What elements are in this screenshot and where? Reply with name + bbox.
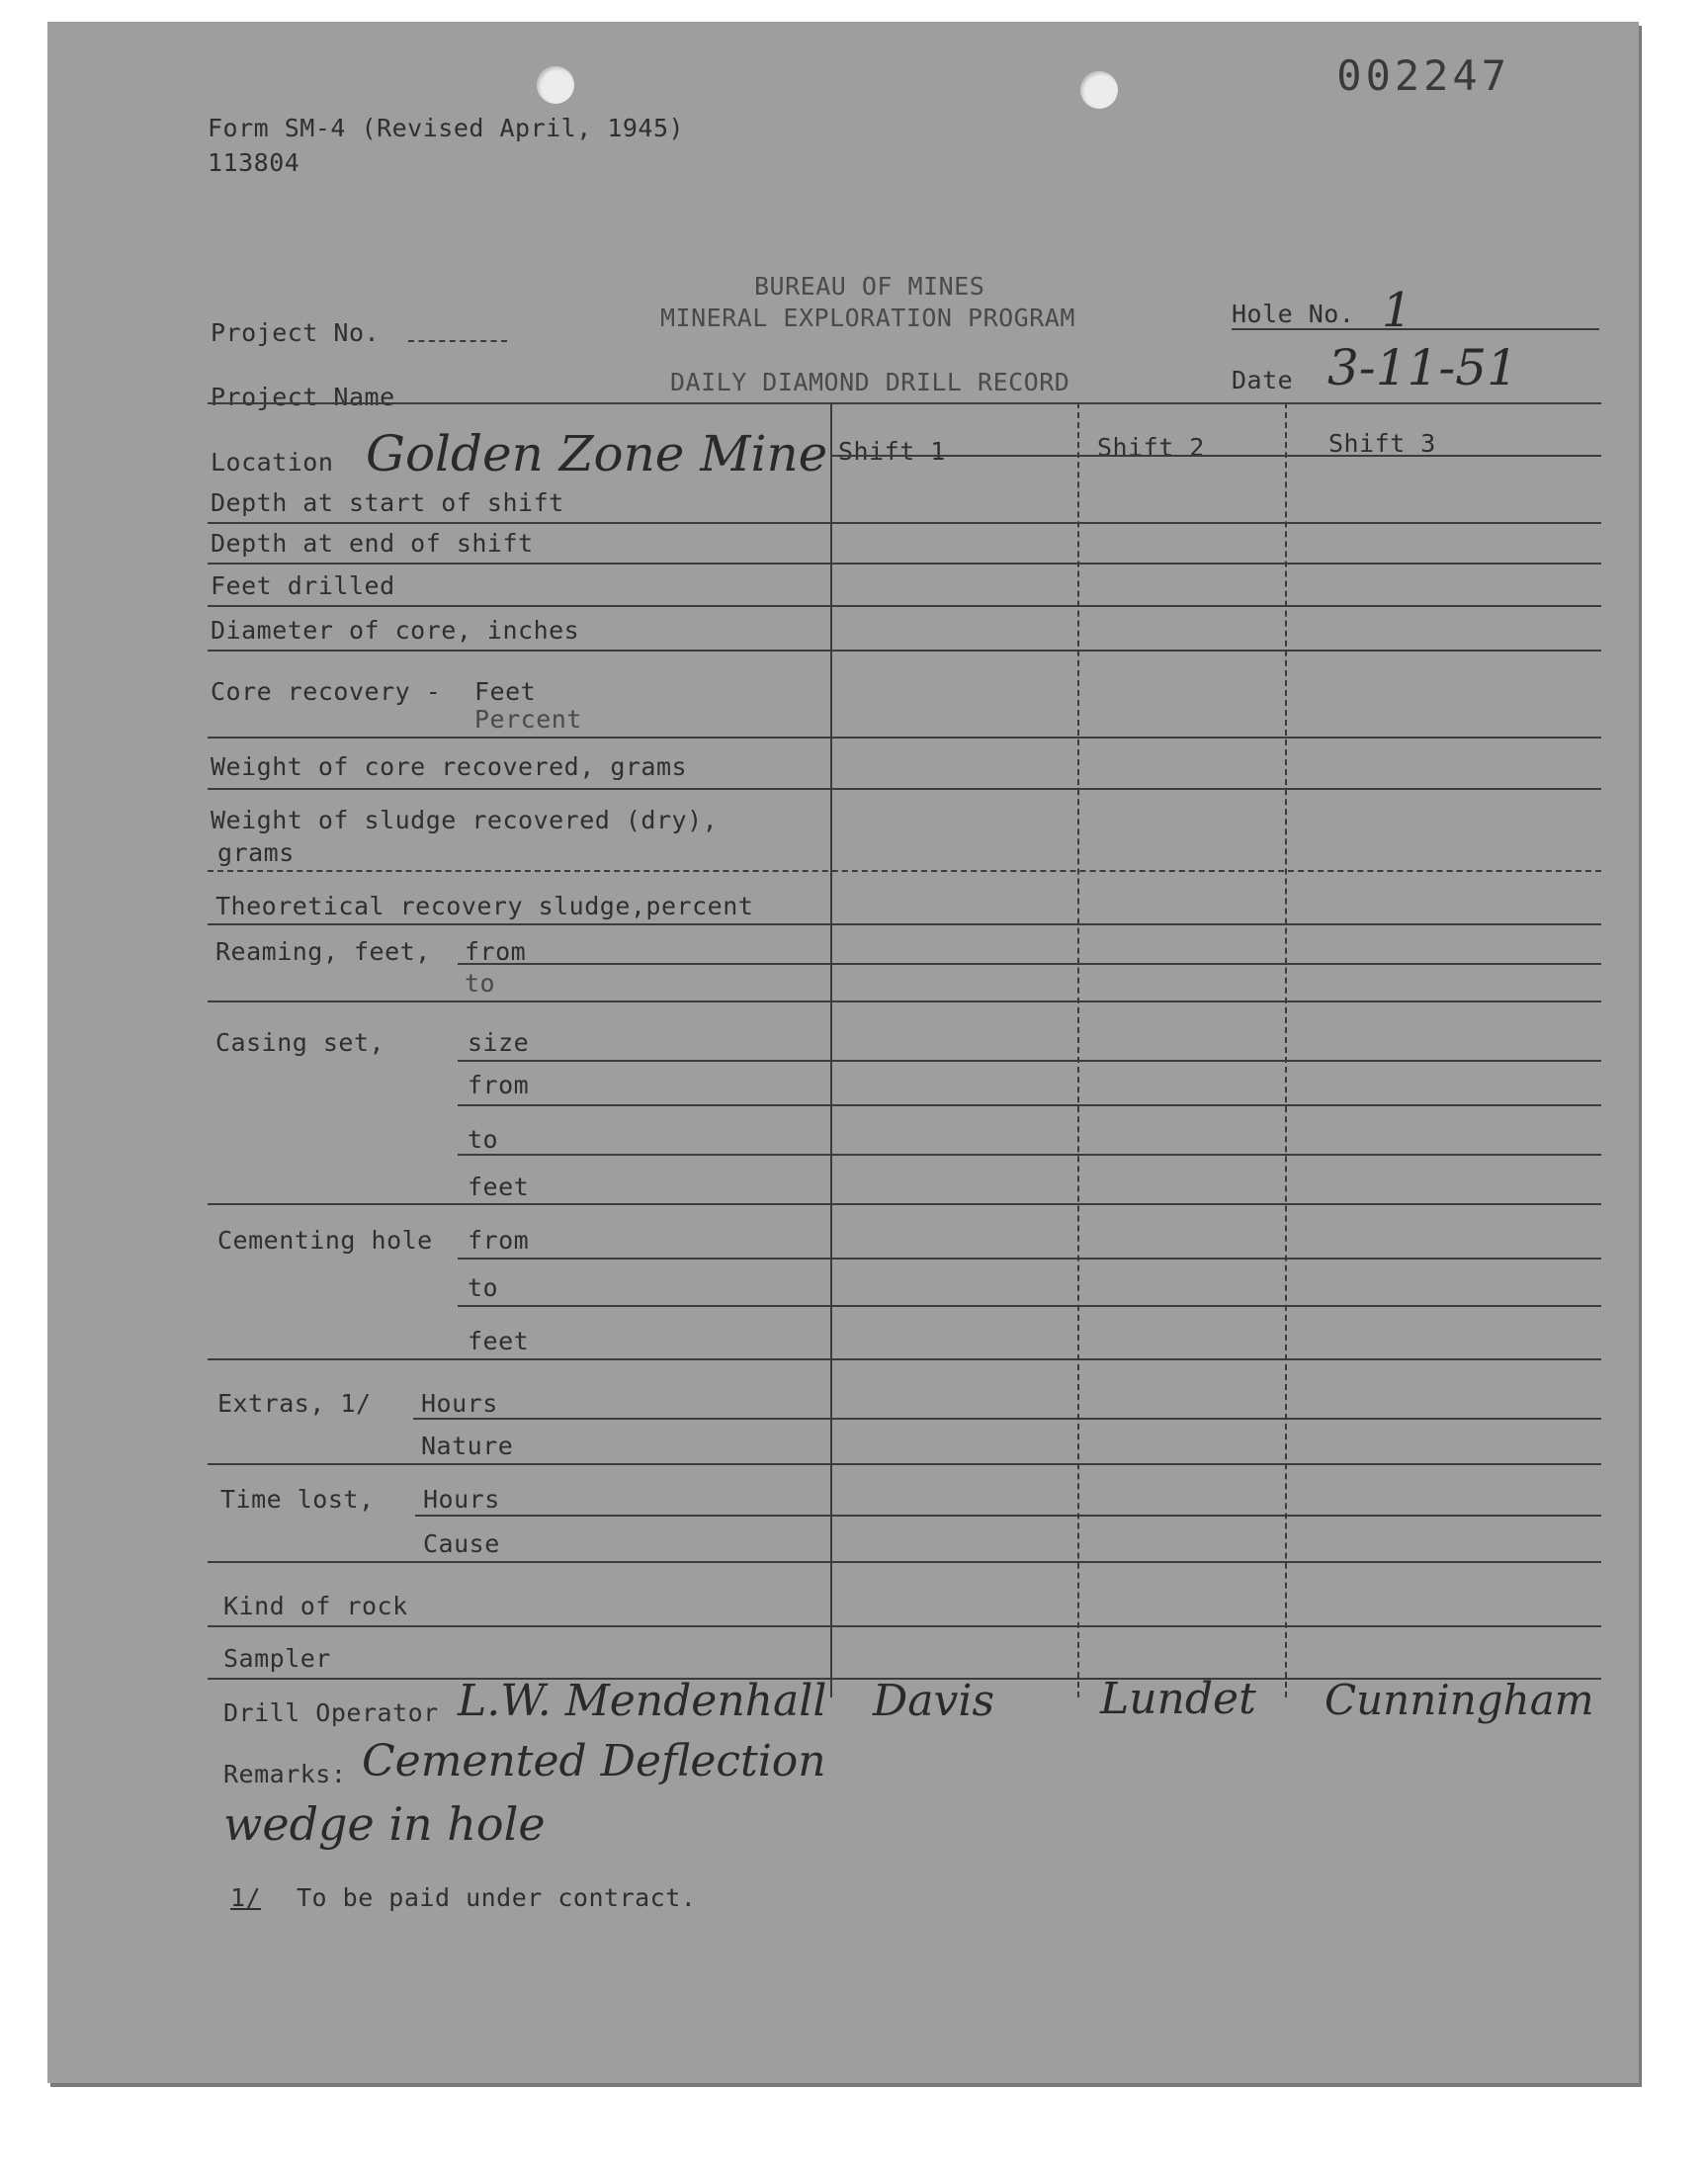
casing-size-label: size: [468, 1028, 530, 1057]
row-rule-cementing-from: [458, 1258, 1601, 1260]
casing-from-label: from: [468, 1071, 530, 1099]
weight-sludge-label: Weight of sludge recovered (dry),: [211, 806, 719, 834]
project-name-label: Project Name: [211, 383, 395, 411]
casing-to-label: to: [468, 1125, 499, 1154]
location-value: Golden Zone Mine: [366, 425, 828, 482]
row-rule-reaming: [208, 1000, 1601, 1002]
project-name-line: [208, 402, 1601, 404]
extras-label: Extras, 1/: [217, 1389, 372, 1418]
time-lost-label: Time lost,: [220, 1485, 375, 1514]
remarks-label: Remarks:: [223, 1760, 347, 1788]
punch-hole-left: [537, 66, 574, 104]
row-rule-diameter: [208, 650, 1601, 652]
shift-1-header: Shift 1: [838, 437, 946, 466]
row-rule-extras-hours: [413, 1418, 1601, 1420]
footnote-text: To be paid under contract.: [297, 1883, 697, 1912]
hole-no-value: 1: [1382, 283, 1412, 338]
row-rule-theoretical: [208, 923, 1601, 925]
form-id: Form SM-4 (Revised April, 1945): [208, 114, 685, 142]
date-value: 3-11-51: [1327, 339, 1518, 396]
location-label: Location: [211, 448, 334, 477]
weight-core-label: Weight of core recovered, grams: [211, 752, 688, 781]
form-serial: 113804: [208, 148, 300, 177]
row-rule-time-lost: [208, 1561, 1601, 1563]
row-rule-casing-size: [458, 1060, 1601, 1062]
document-number: 002247: [1336, 51, 1510, 100]
row-rule-casing: [208, 1203, 1601, 1205]
form-sheet: [47, 22, 1639, 2083]
row-rule-weight-sludge: [208, 870, 1601, 872]
weight-sludge-label-cont: grams: [217, 838, 295, 867]
reaming-to-label: to: [465, 969, 496, 998]
row-rule-kind-of-rock: [208, 1625, 1601, 1627]
feet-drilled-label: Feet drilled: [211, 571, 395, 600]
row-rule-core-recovery: [208, 737, 1601, 739]
row-rule-extras: [208, 1463, 1601, 1465]
cementing-feet-label: feet: [468, 1327, 530, 1355]
depth-start-label: Depth at start of shift: [211, 488, 564, 517]
shift-2-header: Shift 2: [1097, 433, 1205, 462]
extras-hours-label: Hours: [421, 1389, 498, 1418]
agency-heading: BUREAU OF MINES: [754, 272, 985, 301]
header-rule: [830, 455, 1601, 457]
row-rule-casing-from: [458, 1104, 1601, 1106]
row-rule-casing-to: [458, 1154, 1601, 1156]
drill-operator-lead: L.W. Mendenhall: [458, 1676, 827, 1726]
core-recovery-percent-label: Percent: [474, 705, 582, 734]
hole-no-label: Hole No.: [1232, 300, 1355, 328]
core-recovery-label: Core recovery -: [211, 677, 442, 706]
drill-operator-shift-3: Cunningham: [1324, 1676, 1594, 1724]
remarks-line-2: wedge in hole: [223, 1797, 546, 1851]
punch-hole-right: [1080, 71, 1118, 109]
row-rule-depth-end: [208, 563, 1601, 565]
date-label: Date: [1232, 366, 1294, 394]
cementing-from-label: from: [468, 1226, 530, 1255]
drill-operator-shift-1: Davis: [873, 1676, 995, 1726]
drill-operator-shift-2: Lundet: [1100, 1674, 1256, 1724]
hole-no-field: [1232, 328, 1599, 330]
column-rule-2: [1077, 402, 1079, 1697]
casing-set-label: Casing set,: [215, 1028, 385, 1057]
program-heading: MINERAL EXPLORATION PROGRAM: [660, 304, 1075, 332]
time-lost-cause-label: Cause: [423, 1529, 500, 1558]
diameter-label: Diameter of core, inches: [211, 616, 580, 645]
row-rule-feet-drilled: [208, 605, 1601, 607]
row-rule-depth-start: [208, 522, 1601, 524]
footnote-mark: 1/: [230, 1883, 262, 1912]
row-rule-time-lost-hours: [415, 1515, 1601, 1517]
column-rule-3: [1285, 402, 1287, 1697]
project-no-label: Project No.: [211, 318, 381, 347]
record-title: DAILY DIAMOND DRILL RECORD: [670, 368, 1070, 396]
core-recovery-feet-label: Feet: [474, 677, 537, 706]
theoretical-recovery-label: Theoretical recovery sludge,percent: [215, 892, 754, 920]
kind-of-rock-label: Kind of rock: [223, 1592, 408, 1620]
row-rule-reaming-from: [458, 963, 1601, 965]
project-no-field: [408, 340, 507, 342]
cementing-to-label: to: [468, 1273, 499, 1302]
row-rule-weight-core: [208, 788, 1601, 790]
casing-feet-label: feet: [468, 1173, 530, 1201]
reaming-label: Reaming, feet,: [215, 937, 431, 966]
row-rule-cementing-to: [458, 1305, 1601, 1307]
time-lost-hours-label: Hours: [423, 1485, 500, 1514]
row-rule-cementing: [208, 1358, 1601, 1360]
drill-operator-label: Drill Operator: [223, 1698, 439, 1727]
shift-3-header: Shift 3: [1328, 429, 1436, 458]
depth-end-label: Depth at end of shift: [211, 529, 534, 558]
cementing-hole-label: Cementing hole: [217, 1226, 433, 1255]
sampler-label: Sampler: [223, 1644, 331, 1673]
reaming-from-label: from: [465, 937, 527, 966]
remarks-line-1: Cemented Deflection: [362, 1736, 826, 1786]
extras-nature-label: Nature: [421, 1432, 514, 1460]
column-rule-1: [830, 402, 832, 1697]
